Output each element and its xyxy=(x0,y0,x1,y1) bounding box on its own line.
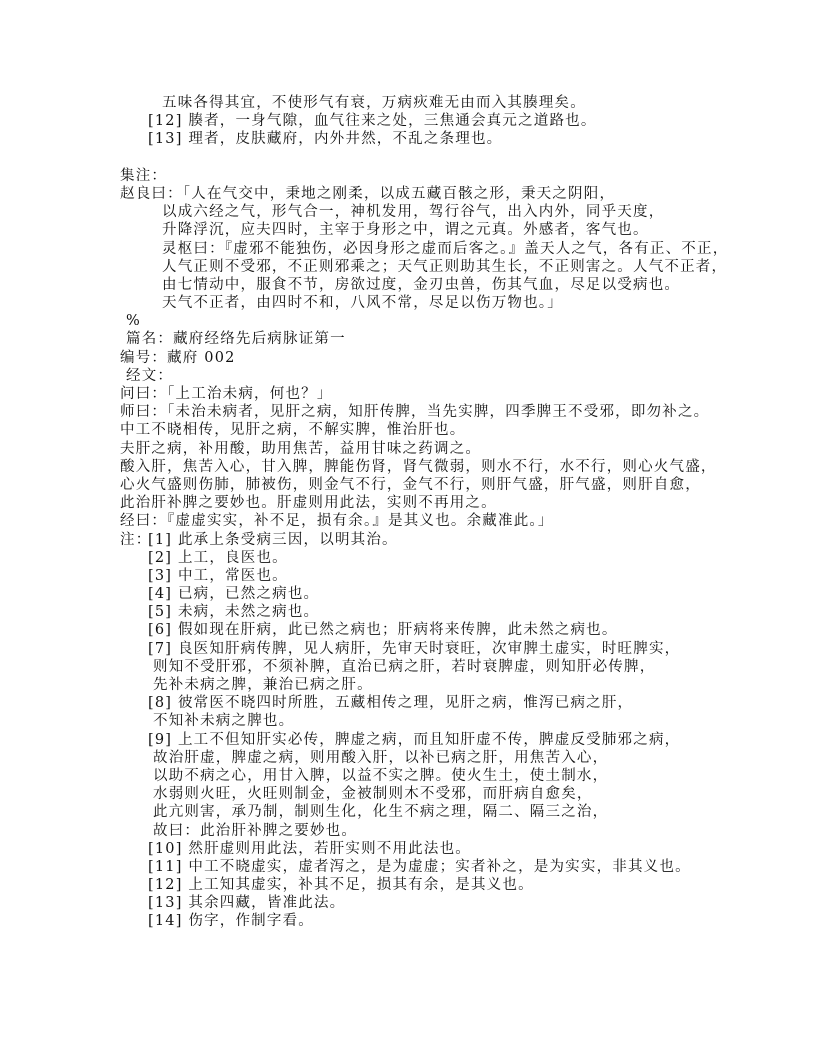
text-line xyxy=(0,330,816,348)
text-line xyxy=(0,458,816,476)
line-text: 师曰：「未治未病者，见肝之病，知肝传脾，当先实脾，四季脾王不受邪，即勿补之。 xyxy=(120,404,710,421)
text-line xyxy=(0,803,816,821)
text-line xyxy=(0,640,816,658)
text-line xyxy=(0,421,816,439)
line-text: 此亢则害，承乃制，制则生化，化生不病之理，隔二、隔三之治， xyxy=(153,804,609,821)
line-text: 篇名：藏府经络先后病脉证第一 xyxy=(126,331,346,348)
line-text: [10] 然肝虚则用此法，若肝实则不用此法也。 xyxy=(148,840,471,857)
line-text: % xyxy=(126,313,141,330)
line-text: 故治肝虚，脾虚之病，则用酸入肝，以补已病之肝，用焦苦入心， xyxy=(153,749,609,766)
text-line xyxy=(0,185,816,203)
text-line xyxy=(0,585,816,603)
text-line xyxy=(0,712,816,730)
text-line xyxy=(0,167,816,185)
line-text: 夫肝之病，补用酸，助用焦苦，益用甘味之药调之。 xyxy=(120,440,482,457)
text-line xyxy=(0,94,816,112)
text-line xyxy=(0,658,816,676)
line-text: 由七情动中，服食不节，房欲过度，金刃虫兽，伤其气血，尽足以受病也。 xyxy=(162,276,681,293)
line-text: 先补未病之脾，兼治已病之肝。 xyxy=(153,677,373,693)
line-text: 酸入肝，焦苦入心，甘入脾，脾能伤肾，肾气微弱，则水不行，水不行，则心火气盛， xyxy=(120,458,717,475)
line-text: [1] 此承上条受病三因，以明其治。 xyxy=(148,531,398,548)
text-line xyxy=(0,367,816,385)
text-line xyxy=(0,894,816,912)
line-text: 故曰：此治肝补脾之要妙也。 xyxy=(153,822,358,839)
line-text: [12] 腠者，一身气隙，血气往来之处，三焦通会真元之道路也。 xyxy=(148,113,597,130)
line-text: [6] 假如现在肝病，此已然之病也；肝病将来传脾，此未然之病也。 xyxy=(148,622,618,639)
line-text: 赵良曰：「人在气交中，秉地之刚柔，以成五藏百骸之形，秉天之阴阳， xyxy=(120,185,616,202)
text-line xyxy=(0,203,816,221)
text-line xyxy=(0,822,816,840)
text-line xyxy=(0,549,816,567)
text-line xyxy=(0,531,816,549)
text-line xyxy=(0,621,816,639)
line-text: 编号：藏府 002 xyxy=(120,349,236,366)
text-line xyxy=(0,403,816,421)
line-prefix: 注： xyxy=(120,531,152,548)
text-line xyxy=(0,858,816,876)
line-text: 灵枢曰：『虚邪不能独伤，必因身形之虚而后客之。』盖天人之气，各有正、不正， xyxy=(162,240,729,257)
text-line xyxy=(0,221,816,239)
text-line xyxy=(0,694,816,712)
text-line xyxy=(0,240,816,258)
text-line xyxy=(0,440,816,458)
line-text: 人气正则不受邪，不正则邪乘之；天气正则助其生长，不正则害之。人气不正者， xyxy=(162,258,728,275)
line-text: [3] 中工，常医也。 xyxy=(148,567,288,584)
line-text: [5] 未病，未然之病也。 xyxy=(148,604,320,621)
text-line xyxy=(0,349,816,367)
text-line xyxy=(0,476,816,494)
line-text: 中工不晓相传，见肝之病，不解实脾，惟治肝也。 xyxy=(120,422,466,439)
text-line xyxy=(0,567,816,585)
text-line xyxy=(0,385,816,403)
text-line xyxy=(0,676,816,694)
text-line xyxy=(0,312,816,330)
line-text: 问曰：「上工治未病，何也？」 xyxy=(120,386,333,402)
line-text: 以助不病之心，用甘入脾，以益不实之脾。使火生土，使土制水， xyxy=(153,767,609,784)
text-line xyxy=(0,149,816,167)
line-text: 天气不正者，由四时不和，八风不常，尽足以伤万物也。」 xyxy=(162,295,563,312)
line-text: [4] 已病，已然之病也。 xyxy=(148,586,320,603)
line-text: [12] 上工知其虚实，补其不足，损其有余，是其义也。 xyxy=(148,877,534,894)
line-text: 集注： xyxy=(120,167,168,184)
line-text: 不知补未病之脾也。 xyxy=(153,713,295,730)
line-text: 心火气盛则伤肺，肺被伤，则金气不行，金气不行，则肝气盛，肝气盛，则肝自愈， xyxy=(120,476,701,493)
line-text: [13] 理者，皮肤藏府，内外井然，不乱之条理也。 xyxy=(148,131,503,148)
line-text: 经文： xyxy=(126,367,174,384)
text-line xyxy=(0,840,816,858)
line-text: 此治肝补脾之要妙也。肝虚则用此法，实则不再用之。 xyxy=(120,495,497,512)
text-line xyxy=(0,112,816,130)
text-line xyxy=(0,512,816,530)
text-line xyxy=(0,258,816,276)
line-text: 以成六经之气，形气合一，神机发用，驾行谷气，出入内外，同乎天度， xyxy=(162,204,665,221)
text-line xyxy=(0,603,816,621)
line-text: [9] 上工不但知肝实必传，脾虚之病，而且知肝虚不传，脾虚反受肺邪之病， xyxy=(148,731,681,748)
line-text: 水弱则火旺，火旺则制金，金被制则木不受邪，而肝病自愈矣， xyxy=(153,786,593,803)
text-line xyxy=(0,494,816,512)
line-text: 则知不受肝邪，不须补脾，直治已病之肝，若时衰脾虚，则知肝必传脾， xyxy=(153,658,656,675)
line-text: [8] 彼常医不晓四时所胜，五藏相传之理，见肝之病，惟泻已病之肝， xyxy=(148,695,634,712)
text-line xyxy=(0,276,816,294)
text-line xyxy=(0,767,816,785)
line-text: [2] 上工，良医也。 xyxy=(148,549,288,566)
text-line xyxy=(0,876,816,894)
text-line xyxy=(0,130,816,148)
text-line xyxy=(0,731,816,749)
document-body xyxy=(0,94,816,931)
line-text: [7] 良医知肝病传脾，见人病肝，先审天时衰旺，次审脾土虚实，时旺脾实， xyxy=(148,640,681,657)
text-line xyxy=(0,912,816,930)
text-line xyxy=(0,749,816,767)
line-text: [13] 其余四藏，皆准此法。 xyxy=(148,895,346,912)
text-line xyxy=(0,294,816,312)
line-text: [14] 伤字，作制字看。 xyxy=(148,913,314,930)
line-text: 升降浮沉，应夫四时，主宰于身形之中，谓之元真。外感者，客气也。 xyxy=(162,222,649,239)
text-line xyxy=(0,785,816,803)
line-text: 五味各得其宜，不使形气有衰，万病疢难无由而入其腠理矣。 xyxy=(162,95,586,111)
line-text: 经曰：『虚虚实实，补不足，损有余。』是其义也。余藏准此。」 xyxy=(120,513,554,530)
line-text: [11] 中工不晓虚实，虚者泻之，是为虚虚；实者补之，是为实实，非其义也。 xyxy=(148,858,691,875)
